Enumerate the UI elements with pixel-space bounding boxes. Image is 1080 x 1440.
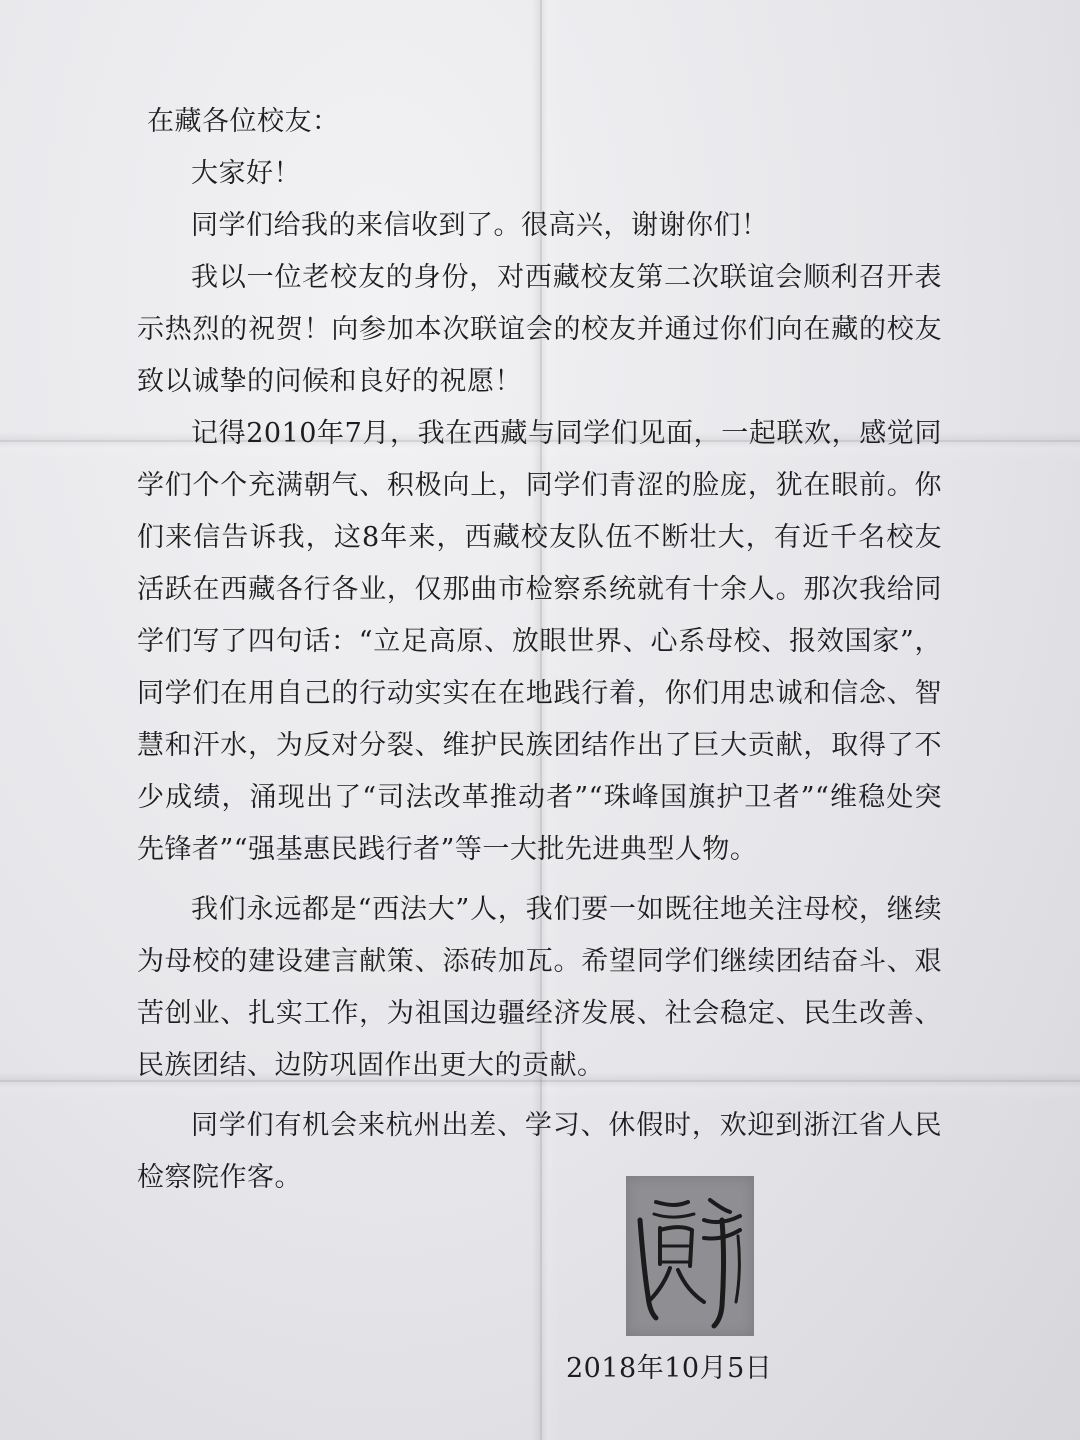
paragraph-2: 我以一位老校友的身份，对西藏校友第二次联谊会顺利召开表示热烈的祝贺！向参加本次联谊会的校友并通过你们向在藏的校友致以诚挚的问候和良好的祝愿！ (137, 262, 942, 397)
paragraph-3: 记得2010年7月，我在西藏与同学们见面，一起联欢，感觉同学们个个充满朝气、积极向上，同学们青涩的脸庞，犹在眼前。你们来信告诉我，这8年来，西藏校友队伍不断壮大，有近千名校友活跃在西藏各行各业，仅那曲市检察系统就有十余人。那次我给同学们写了四句话：“立足高原、放眼世界、心系母校、报效国家”，同学们在用自己的行动实实在在地践行着，你们用忠诚和信念、智慧和汗水，为反对分裂、维护民族团结作出了巨大贡献，取得了不少成绩，涌现出了“司法改革推动者”“珠峰国旗护卫者”“维稳处突先锋者”“强基惠民践行者”等一大批先进典型人物。 (137, 418, 942, 865)
signature-glyph (626, 1176, 754, 1336)
paragraph-5: 同学们有机会来杭州出差、学习、休假时，欢迎到浙江省人民检察院作客。 (137, 1110, 942, 1193)
paragraph-4: 我们永远都是“西法大”人，我们要一如既往地关注母校，继续为母校的建设建言献策、添砖加瓦。希望同学们继续团结奋斗、艰苦创业、扎实工作，为祖国边疆经济发展、社会稳定、民生改善、民族团结、边防巩固作出更大的贡献。 (137, 894, 942, 1081)
paragraph-spacer (137, 1092, 942, 1100)
letter-date: 2018年10月5日 (566, 1353, 773, 1384)
salutation: 在藏各位校友： (147, 106, 340, 137)
handwritten-signature (626, 1176, 754, 1336)
greeting: 大家好！ (191, 158, 301, 189)
letter-body (137, 96, 942, 1204)
paragraph-1: 同学们给我的来信收到了。很高兴，谢谢你们！ (191, 210, 769, 241)
paragraph-spacer (137, 876, 942, 884)
